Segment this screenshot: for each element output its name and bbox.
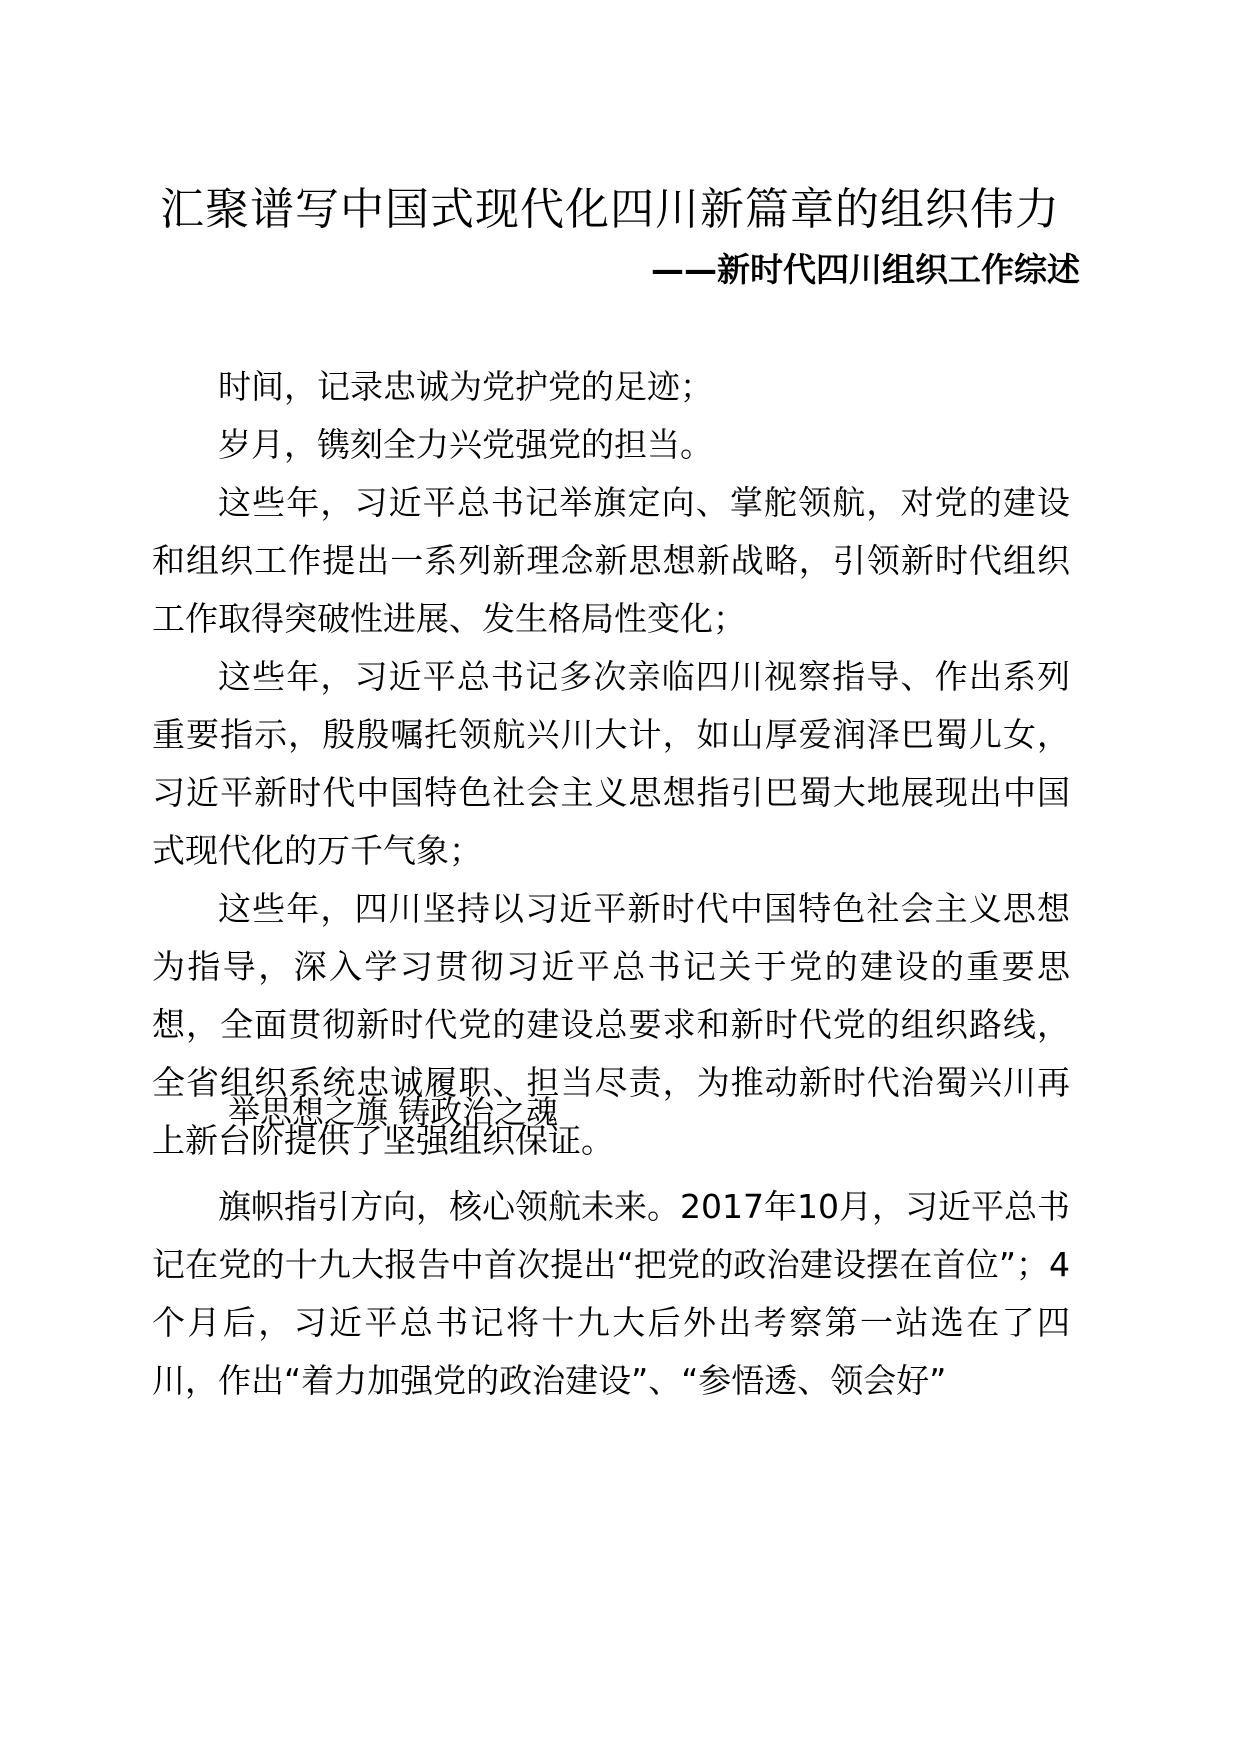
paragraph: 岁月，镌刻全力兴党强党的担当。 — [218, 425, 713, 464]
intro-section — [152, 358, 1070, 1170]
paragraph: 这些年，习近平总书记多次亲临四川视察指导、作出系列重要指示，殷殷嘱托领航兴川大计，如山厚爱润泽巴蜀儿女，习近平新时代中国特色社会主义思想指引巴蜀大地展现出中国式现代化的万千气象； — [152, 657, 1070, 870]
paragraph: 这些年，习近平总书记举旗定向、掌舵领航，对党的建设和组织工作提出一系列新理念新思想新战略，引领新时代组织工作取得突破性进展、发生格局性变化； — [152, 483, 1070, 638]
paragraph: 旗帜指引方向，核心领航未来。2017年10月，习近平总书记在党的十九大报告中首次提出“把党的政治建设摆在首位”；4个月后，习近平总书记将十九大后外出考察第一站选在了四川，作出“着力加强党的政治建设”、“参悟透、领会好” — [152, 1187, 1070, 1400]
paragraph: 这些年，四川坚持以习近平新时代中国特色社会主义思想为指导，深入学习贯彻习近平总书记关于党的建设的重要思想，全面贯彻新时代党的建设总要求和新时代党的组织路线，全省组织系统忠诚履职、担当尽责，为推动新时代治蜀兴川再上新台阶提供了坚强组织保证。 — [152, 889, 1070, 1160]
section-body — [152, 1178, 1070, 1410]
document-subtitle: ——新时代四川组织工作综述 — [651, 250, 1080, 289]
paragraph: 时间，记录忠诚为党护党的足迹； — [218, 367, 713, 406]
section-heading: 举思想之旗 铸政治之魂 — [228, 1093, 559, 1131]
document-title: 汇聚谱写中国式现代化四川新篇章的组织伟力 — [160, 184, 1060, 235]
